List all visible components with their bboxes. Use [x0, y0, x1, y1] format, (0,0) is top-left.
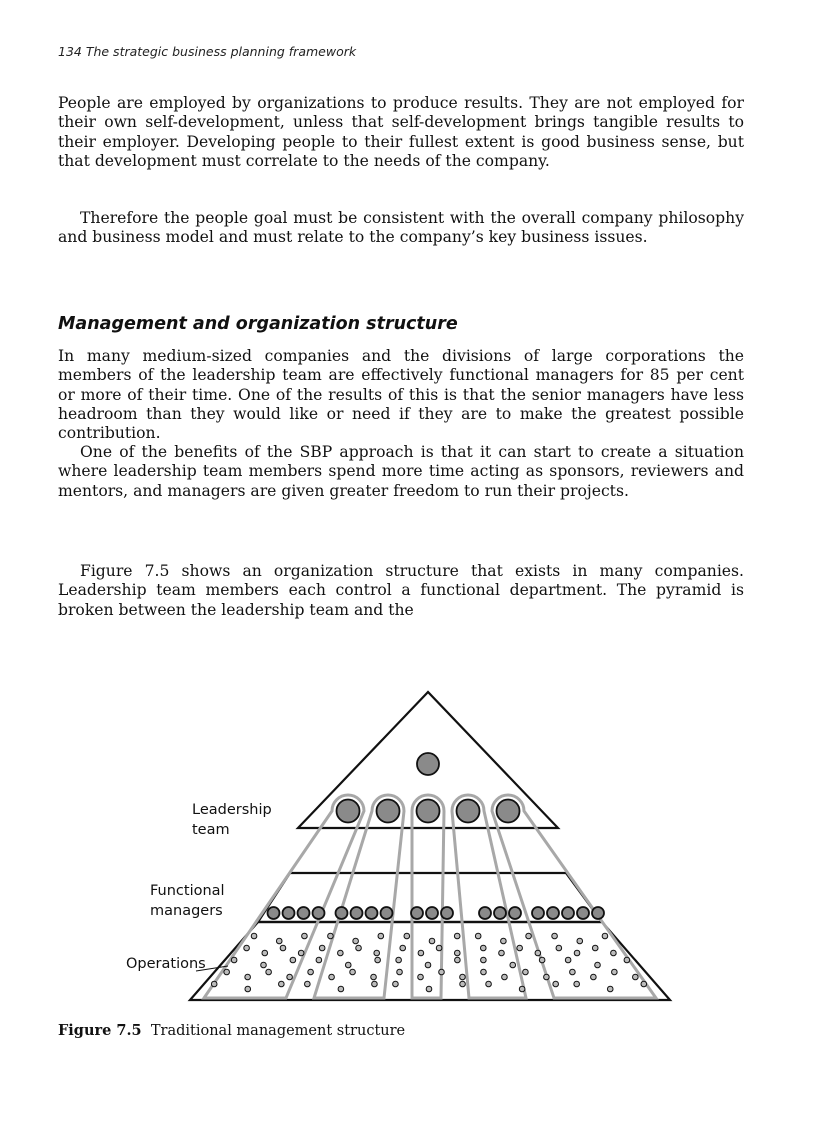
operations-dot — [460, 974, 466, 980]
manager-node — [351, 907, 363, 919]
operations-dot — [501, 938, 507, 944]
manager-node — [441, 907, 453, 919]
manager-node — [336, 907, 348, 919]
operations-dot — [535, 950, 541, 956]
paragraph: Therefore the people goal must be consistent with the overall company philosophy and business model and must relate to the company’s key business issues. — [58, 209, 744, 247]
operations-dot — [287, 974, 293, 980]
manager-node — [313, 907, 325, 919]
manager-node — [577, 907, 589, 919]
operations-dot — [544, 974, 550, 980]
operations-dot — [439, 969, 445, 975]
operations-dot — [211, 981, 217, 987]
operations-dot — [565, 957, 571, 963]
manager-node — [562, 907, 574, 919]
operations-dot — [553, 981, 559, 987]
figure-org-pyramid — [0, 680, 816, 1010]
caption-number: Figure 7.5 — [58, 1022, 142, 1039]
operations-dot — [454, 933, 460, 939]
operations-dot — [231, 957, 237, 963]
paragraph: One of the benefits of the SBP approach is that it can start to create a situation where leadership team members spend more time acting as sponsors, reviewers and mentors, and managers are given greater freedom to run their projects. — [58, 443, 744, 500]
operations-dot — [455, 957, 461, 963]
label-functional-1: Functional — [150, 883, 225, 899]
operations-dot — [251, 933, 257, 939]
manager-node — [547, 907, 559, 919]
operations-dot — [591, 974, 597, 980]
operations-dot — [305, 981, 311, 987]
operations-dot — [418, 974, 424, 980]
operations-dot — [350, 969, 356, 975]
operations-dot — [517, 945, 523, 951]
operations-staff — [211, 933, 646, 992]
operations-dot — [426, 986, 432, 992]
operations-dot — [345, 962, 351, 968]
operations-dot — [308, 969, 314, 975]
operations-dot — [224, 969, 230, 975]
operations-dot — [319, 945, 325, 951]
leader-node — [497, 800, 520, 823]
operations-dot — [276, 938, 282, 944]
label-leadership-1: Leadership — [192, 802, 272, 818]
manager-node — [366, 907, 378, 919]
manager-node — [479, 907, 491, 919]
operations-dot — [393, 981, 399, 987]
operations-dot — [611, 950, 617, 956]
manager-node — [298, 907, 310, 919]
operations-dot — [356, 945, 362, 951]
operations-dot — [338, 986, 344, 992]
operations-dot — [329, 974, 335, 980]
department-slice — [492, 795, 656, 998]
paragraph: In many medium-sized companies and the divisions of large corporations the members of the leadership team are effectively functional managers for 85 per cent or more of their time. One of the results of this is that the senior managers have less headroom than they would like or need if they are to make the greatest possible contribution. — [58, 347, 744, 443]
leader-node — [417, 800, 440, 823]
functional-managers-row — [268, 907, 605, 919]
figure-caption — [58, 1022, 405, 1039]
operations-dot — [526, 933, 532, 939]
operations-dot — [371, 974, 377, 980]
operations-dot — [262, 950, 268, 956]
operations-dot — [595, 962, 601, 968]
operations-dot — [570, 969, 576, 975]
manager-node — [268, 907, 280, 919]
operations-dot — [454, 950, 460, 956]
operations-dot — [641, 981, 647, 987]
operations-dot — [475, 933, 481, 939]
label-functional-2: managers — [150, 903, 223, 919]
operations-dot — [372, 981, 378, 987]
operations-dot — [612, 969, 618, 975]
pyramid-diagram — [0, 680, 816, 1010]
operations-dot — [397, 969, 403, 975]
leader-node — [377, 800, 400, 823]
operations-dot — [290, 957, 296, 963]
running-head: 134 The strategic business planning framework — [58, 44, 357, 59]
section-heading: Management and organization structure — [58, 314, 458, 334]
manager-node — [381, 907, 393, 919]
operations-dot — [480, 945, 486, 951]
operations-dot — [602, 933, 608, 939]
operations-dot — [302, 933, 308, 939]
operations-dot — [280, 945, 286, 951]
operations-dot — [523, 969, 529, 975]
label-operations: Operations — [126, 956, 206, 972]
caption-text: Traditional management structure — [150, 1023, 406, 1039]
operations-dot — [316, 957, 322, 963]
manager-node — [509, 907, 521, 919]
manager-node — [426, 907, 438, 919]
operations-dot — [353, 938, 359, 944]
label-leadership-2: team — [192, 822, 230, 838]
manager-node — [494, 907, 506, 919]
operations-dot — [574, 950, 580, 956]
operations-dot — [261, 962, 267, 968]
department-slice — [452, 795, 526, 998]
operations-dot — [418, 950, 424, 956]
operations-dot — [499, 950, 505, 956]
operations-dot — [552, 933, 558, 939]
operations-dot — [436, 945, 442, 951]
operations-dot — [502, 974, 508, 980]
operations-dot — [375, 957, 381, 963]
operations-dot — [577, 938, 583, 944]
paragraph: People are employed by organizations to produce results. They are not employed for their own self-development, unless that self-development brings tangible results to their employer. Developing people to their fullest extent is good business sense, but that development must correlate to the needs of the company. — [58, 94, 744, 170]
manager-node — [592, 907, 604, 919]
operations-dot — [539, 957, 545, 963]
leader-node — [457, 800, 480, 823]
operations-dot — [279, 981, 285, 987]
operations-dot — [624, 957, 630, 963]
leader-node — [337, 800, 360, 823]
operations-dot — [592, 945, 598, 951]
operations-dot — [400, 945, 406, 951]
ceo-node — [417, 753, 439, 775]
operations-dot — [607, 986, 613, 992]
operations-dot — [425, 962, 431, 968]
operations-dot — [519, 986, 525, 992]
operations-dot — [429, 938, 435, 944]
operations-dot — [556, 945, 562, 951]
operations-dot — [486, 981, 492, 987]
paragraph: Figure 7.5 shows an organization structure that exists in many companies. Leadership team members each control a functional department. The pyramid is broken between the leadership team and the — [58, 562, 744, 619]
operations-dot — [374, 950, 380, 956]
operations-dot — [298, 950, 304, 956]
operations-dot — [481, 969, 487, 975]
manager-node — [411, 907, 423, 919]
operations-dot — [245, 986, 251, 992]
operations-dot — [244, 945, 250, 951]
operations-dot — [404, 933, 410, 939]
operations-dot — [378, 933, 384, 939]
operations-dot — [328, 933, 334, 939]
operations-dot — [574, 981, 580, 987]
manager-node — [283, 907, 295, 919]
operations-dot — [396, 957, 402, 963]
operations-dot — [338, 950, 344, 956]
operations-dot — [481, 957, 487, 963]
operations-dot — [245, 974, 251, 980]
operations-dot — [460, 981, 466, 987]
manager-node — [532, 907, 544, 919]
operations-dot — [510, 962, 516, 968]
operations-dot — [266, 969, 272, 975]
operations-dot — [633, 974, 639, 980]
